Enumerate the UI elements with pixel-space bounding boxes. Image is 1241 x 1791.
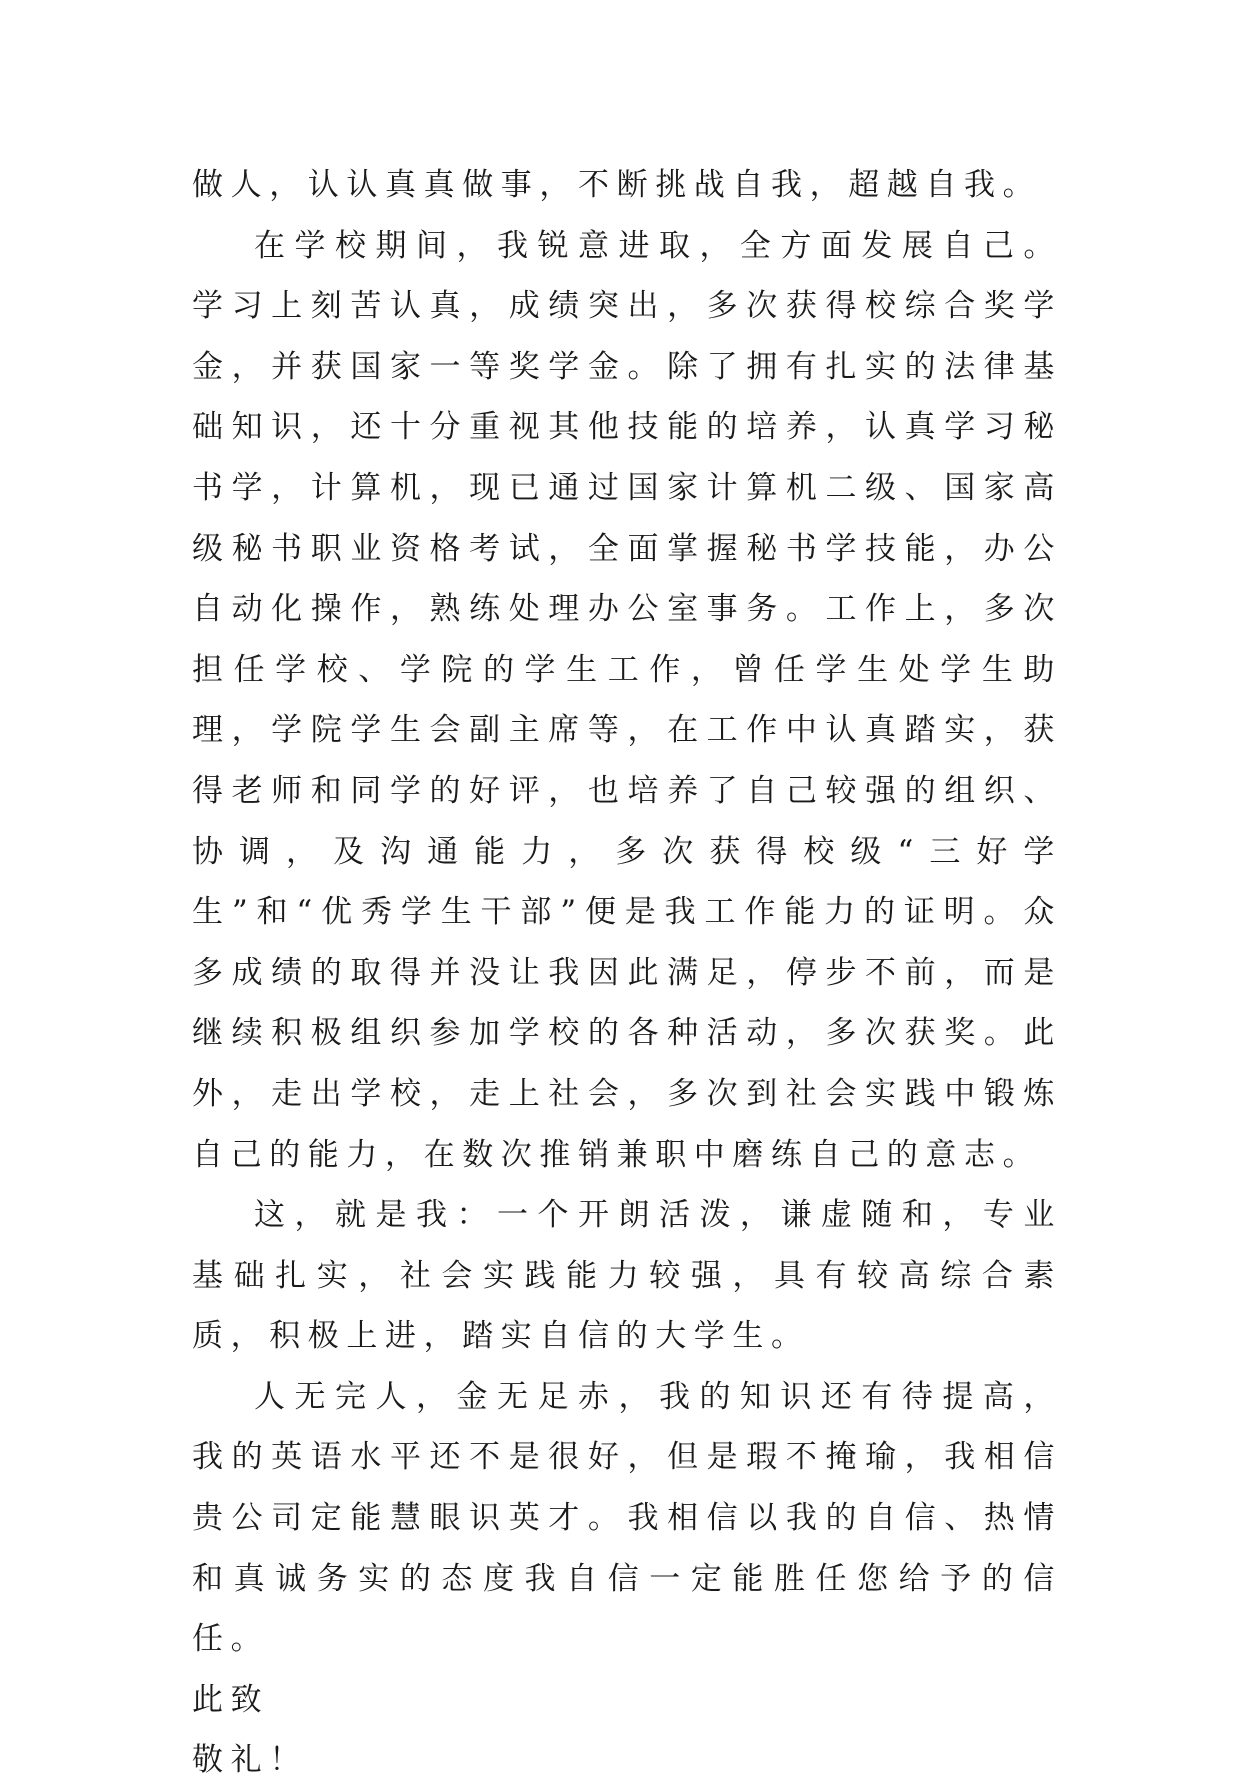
paragraph-self-summary: 这，就是我：一个开朗活泼，谦虚随和，专业基础扎实，社会实践能力较强，具有较高综合素质，积极上进，踏实自信的大学生。 bbox=[192, 1197, 1062, 1355]
closing-regards: 敬礼！ bbox=[192, 1742, 308, 1779]
closing-salutation: 此致 bbox=[192, 1681, 270, 1718]
paragraph-conclusion: 人无完人，金无足赤，我的知识还有待提高，我的英语水平还不是很好，但是瑕不掩瑜，我相信贵公司定能慧眼识英才。我相信以我的自信、热情和真诚务实的态度我自信一定能胜任您给予的信任。 bbox=[192, 1378, 1062, 1658]
paragraph-school-experience: 在学校期间，我锐意进取，全方面发展自己。学习上刻苦认真，成绩突出，多次获得校综合奖学金，并获国家一等奖学金。除了拥有扎实的法律基础知识，还十分重视其他技能的培养，认真学习秘书学，计算机，现已通过国家计算机二级、国家高级秘书职业资格考试，全面掌握秘书学技能，办公自动化操作，熟练处理办公室事务。工作上，多次担任学校、学院的学生工作，曾任学生处学生助理，学院学生会副主席等，在工作中认真踏实，获得老师和同学的好评，也培养了自己较强的组织、协调，及沟通能力，多次获得校级“三好学生”和“优秀学生干部”便是我工作能力的证明。众多成绩的取得并没让我因此满足，停步不前，而是继续积极组织参加学校的各种活动，多次获奖。此外，走出学校，走上社会，多次到社会实践中锻炼自己的能力，在数次推销兼职中磨练自己的意志。 bbox=[192, 227, 1062, 1173]
paragraph-continuation: 做人，认认真真做事，不断挑战自我，超越自我。 bbox=[192, 167, 1042, 203]
letter-body bbox=[192, 155, 1062, 1791]
